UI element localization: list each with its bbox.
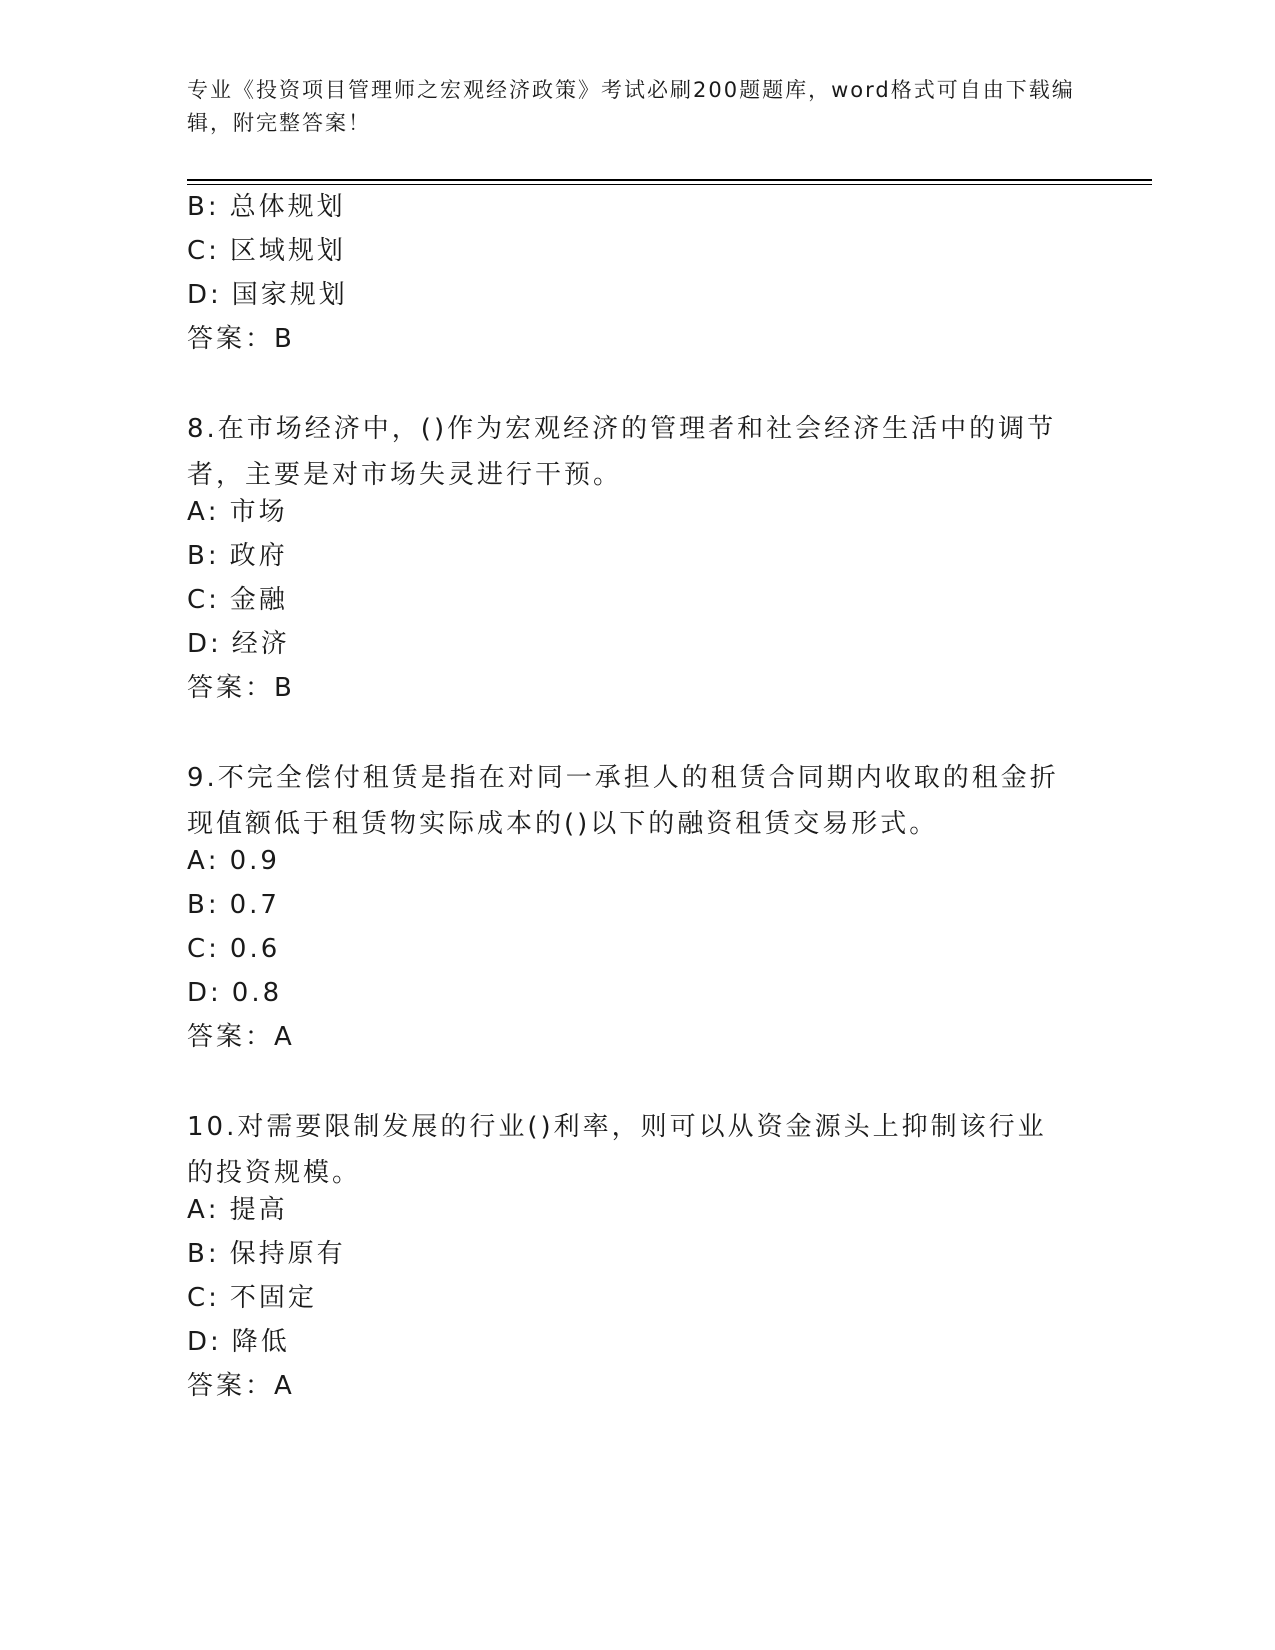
q8-option-d <box>187 626 290 662</box>
answer-value: A <box>274 1371 295 1401</box>
header-rule-thin <box>187 184 1152 185</box>
option-text: 总体规划 <box>229 192 346 222</box>
option-letter: B <box>187 1239 208 1269</box>
option-text: 市场 <box>229 497 288 527</box>
answer-label: 答案： <box>187 673 275 703</box>
option-text: 提高 <box>229 1195 288 1225</box>
option-separator: : <box>208 1283 220 1313</box>
option-letter: C <box>187 236 209 266</box>
option-separator: : <box>207 497 220 527</box>
option-letter: B <box>187 890 208 920</box>
option-separator: : <box>207 846 220 876</box>
option-letter: A <box>187 1195 208 1225</box>
option-separator: : <box>207 541 220 571</box>
option-text: 不固定 <box>229 1283 317 1313</box>
option-separator: : <box>208 585 220 615</box>
option-separator: : <box>210 1327 222 1357</box>
q10-option-d <box>187 1324 290 1360</box>
option-letter: C <box>187 1283 209 1313</box>
option-letter: D <box>187 280 211 310</box>
option-separator: : <box>210 629 222 659</box>
option-letter: B <box>187 541 208 571</box>
option-text: 金融 <box>229 585 288 615</box>
option-letter: C <box>187 934 209 964</box>
q10-option-b <box>187 1236 346 1272</box>
q9-option-b <box>187 887 280 923</box>
option-text: 经济 <box>231 629 290 659</box>
q10-answer <box>187 1368 295 1404</box>
q7-option-c <box>187 233 346 269</box>
answer-label: 答案： <box>187 1371 275 1401</box>
answer-value: A <box>274 1022 295 1052</box>
option-separator: : <box>207 1195 220 1225</box>
option-text: 0.6 <box>229 934 281 964</box>
q7-answer <box>187 321 295 357</box>
option-text: 政府 <box>229 541 288 571</box>
q10-option-a <box>187 1192 288 1228</box>
option-text: 区域规划 <box>229 236 346 266</box>
option-text: 0.9 <box>229 846 280 876</box>
option-letter: D <box>187 978 211 1008</box>
answer-value: B <box>274 324 295 354</box>
option-letter: C <box>187 585 209 615</box>
answer-label: 答案： <box>187 1022 275 1052</box>
q10-option-c <box>187 1280 317 1316</box>
option-letter: B <box>187 192 208 222</box>
q9-option-a <box>187 843 280 879</box>
option-separator: : <box>210 978 222 1008</box>
q8-answer <box>187 670 295 706</box>
q9-stem: 9.不完全偿付租赁是指在对同一承担人的租赁合同期内收取的租金折现值额低于租赁物实际成本的()以下的融资租赁交易形式。 <box>187 763 1059 839</box>
q8-stem: 8.在市场经济中，()作为宏观经济的管理者和社会经济生活中的调节者，主要是对市场失灵进行干预。 <box>187 414 1057 490</box>
q7-option-b <box>187 189 346 225</box>
option-separator: : <box>208 236 220 266</box>
q8-option-a <box>187 494 288 530</box>
option-text: 降低 <box>231 1327 290 1357</box>
option-letter: D <box>187 629 211 659</box>
option-text: 国家规划 <box>231 280 348 310</box>
option-text: 0.7 <box>229 890 280 920</box>
option-letter: A <box>187 497 208 527</box>
q9-option-c <box>187 931 280 967</box>
option-separator: : <box>207 890 220 920</box>
answer-value: B <box>274 673 295 703</box>
header-rule-thick <box>187 179 1152 181</box>
option-text: 保持原有 <box>229 1239 346 1269</box>
option-separator: : <box>208 934 220 964</box>
q10-stem: 10.对需要限制发展的行业()利率，则可以从资金源头上抑制该行业的投资规模。 <box>187 1112 1047 1188</box>
document-header: 专业《投资项目管理师之宏观经济政策》考试必刷200题题库，word格式可自由下载编辑，附完整答案！ <box>187 78 1075 135</box>
option-text: 0.8 <box>231 978 283 1008</box>
q8-option-c <box>187 582 288 618</box>
option-separator: : <box>207 1239 220 1269</box>
answer-label: 答案： <box>187 324 275 354</box>
q9-option-d <box>187 975 282 1011</box>
option-letter: A <box>187 846 208 876</box>
q7-option-d <box>187 277 348 313</box>
q8-option-b <box>187 538 288 574</box>
option-separator: : <box>210 280 222 310</box>
option-letter: D <box>187 1327 211 1357</box>
option-separator: : <box>207 192 220 222</box>
q9-answer <box>187 1019 295 1055</box>
